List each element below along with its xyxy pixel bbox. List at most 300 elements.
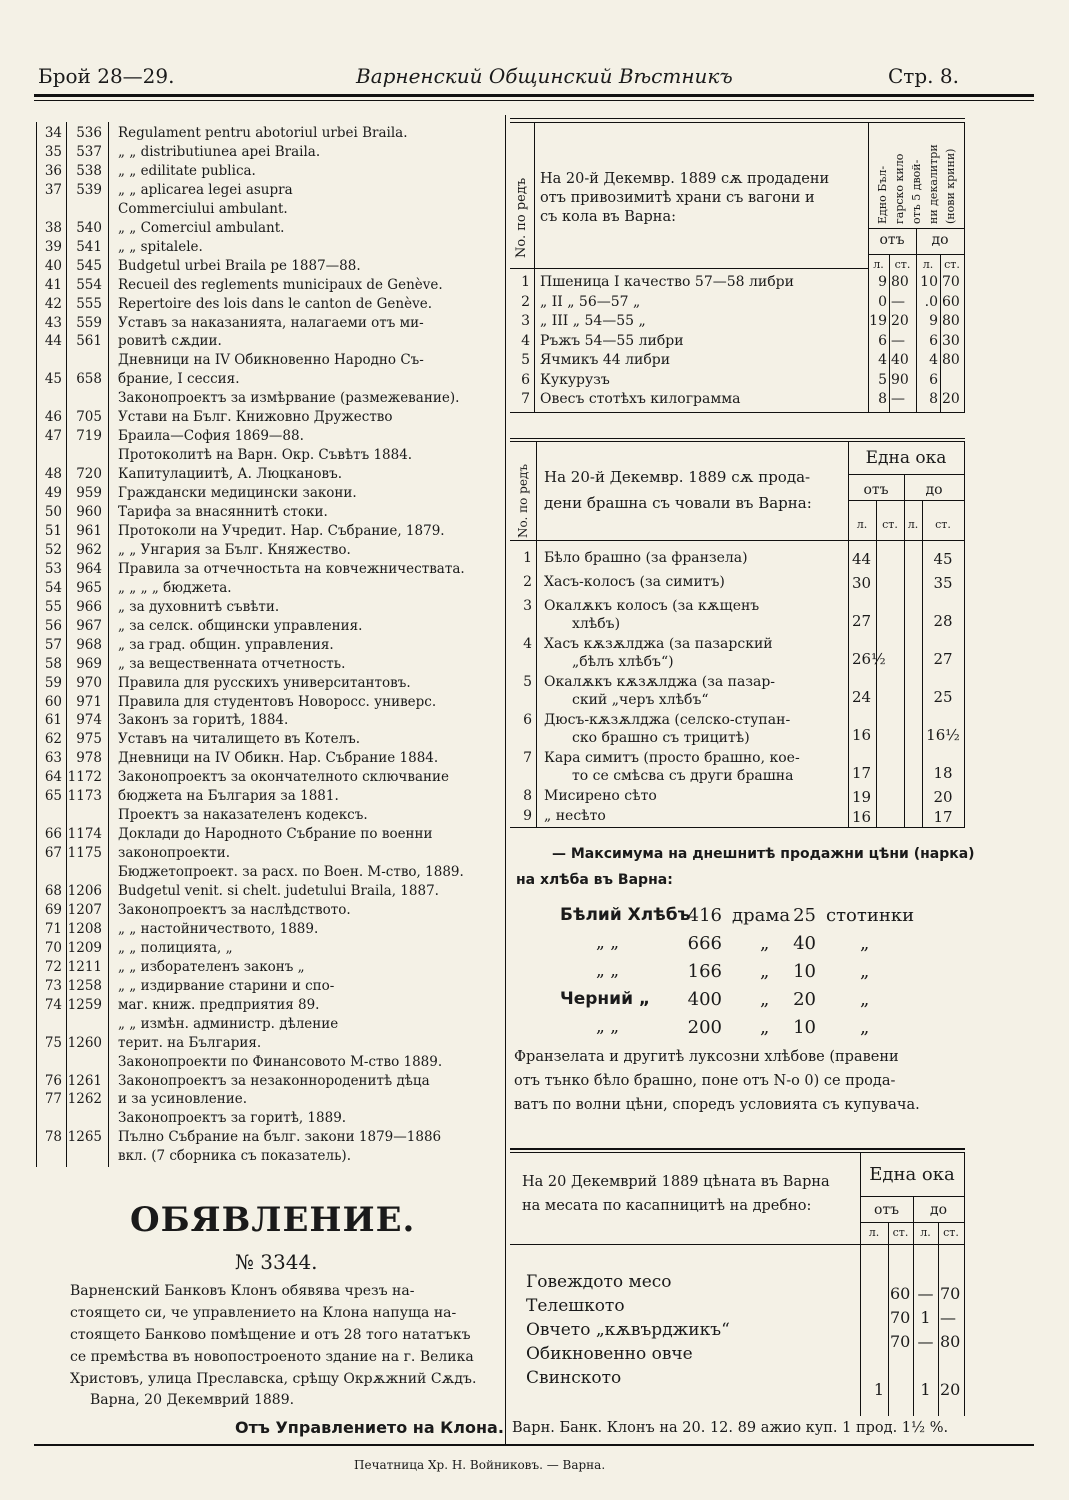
catalog-entry: [38, 1111, 498, 1127]
notice-body: [70, 1280, 500, 1390]
catalog-inventory-number: 1262: [67, 1091, 102, 1108]
catalog-seq-number: 50: [44, 504, 62, 520]
catalog-title: „ „ изборателенъ законъ „: [118, 958, 305, 975]
catalog-title: Бюджетопроект. за расх. по Воен. М-ство, 1889.: [118, 864, 464, 881]
catalog-inventory-number: 978: [76, 750, 102, 767]
catalog-entry: [38, 676, 498, 692]
catalog-title: Протоколи на Учредит. Нар. Събрание, 1879.: [118, 522, 445, 539]
flour-price-to: 28: [933, 612, 953, 630]
bread-note-line: отъ тънко бѣло брашно, поне отъ N-о 0) се прода-: [514, 1073, 896, 1089]
flour-row-number: 5: [523, 674, 532, 690]
column-separator: [505, 115, 506, 1445]
catalog-seq-number: 42: [44, 295, 62, 312]
notice-line: Варненский Банковъ Клонъ обявява чрезъ на-: [70, 1283, 415, 1299]
catalog-seq-number: 54: [44, 579, 62, 596]
flour-price-from: 26½: [852, 650, 886, 668]
catalog-entry: [38, 1092, 498, 1108]
catalog-title: Правила для русскихъ университантовъ.: [118, 674, 411, 691]
catalog-entry: [38, 353, 498, 369]
flour-price-to: 17: [933, 808, 953, 826]
catalog-title: Budgetul venit. si chelt. judetului Braila, 1887.: [118, 883, 439, 899]
catalog-seq-number: 40: [44, 257, 62, 274]
catalog-inventory-number: 965: [76, 579, 102, 596]
catalog-entry: [38, 316, 498, 332]
catalog-title: „ за град. общин. управления.: [118, 636, 334, 653]
catalog-seq-number: 51: [44, 522, 62, 539]
catalog-inventory-number: 966: [76, 598, 102, 615]
flour-row-name: Хасъ кѫзѫлджа (за пазарский: [544, 636, 773, 652]
bread-currency: „: [860, 1017, 870, 1038]
flour-price-to: 18: [933, 764, 953, 782]
catalog-inventory-number: 1261: [67, 1072, 102, 1089]
catalog-seq-number: 57: [44, 636, 62, 653]
catalog-entry: [38, 278, 498, 294]
grain-st-from: ст.: [894, 258, 911, 271]
bread-unit: „: [760, 989, 770, 1010]
catalog-title: „ „ Унгария за Бълг. Княжество.: [118, 541, 351, 558]
grain-price-from-lv: 0: [878, 293, 887, 310]
flour-unit: Една ока: [865, 448, 947, 468]
catalog-seq-number: 70: [44, 939, 62, 956]
grain-row-number: 4: [521, 332, 530, 349]
flour-title-line: дени брашна съ човали въ Варна:: [544, 494, 812, 512]
catalog-inventory-number: 970: [76, 674, 102, 691]
catalog-entry: [38, 581, 498, 597]
catalog-seq-number: 47: [44, 428, 62, 445]
bread-weight: 400: [687, 989, 722, 1010]
catalog-title: Законъ за горитѣ, 1884.: [118, 712, 289, 729]
grain-price-to-lv: .0: [924, 293, 938, 310]
flour-row-number: 1: [523, 550, 532, 566]
catalog-entry: [38, 448, 498, 464]
catalog-entry: [38, 1036, 498, 1052]
catalog-title: брание, I сессия.: [118, 371, 240, 388]
catalog-entry: [38, 827, 498, 843]
grain-row-name: Овесъ стотѣхъ килограмма: [540, 391, 741, 407]
catalog-title: „ „ distributiunea apei Braila.: [118, 143, 321, 160]
catalog-seq-number: 78: [44, 1129, 62, 1146]
catalog-title: законопроекти.: [118, 845, 231, 862]
flour-row-name: Мисирено сѣто: [544, 788, 657, 804]
meat-row-name: Овчето „кѫвърджикъ“: [526, 1320, 730, 1340]
grain-price-to-lv: 6: [929, 332, 938, 349]
catalog-inventory-number: 1211: [67, 958, 102, 975]
meat-price-to-lv: —: [917, 1284, 934, 1303]
meat-to: до: [929, 1202, 948, 1218]
meat-table: [510, 1148, 965, 1418]
bread-price: 10: [793, 1017, 816, 1038]
flour-price-from: 16: [852, 726, 872, 744]
grain-lv-to: л.: [922, 258, 934, 271]
catalog-inventory-number: 537: [76, 143, 102, 160]
catalog-title: Правила для студентовъ Новоросс. универс.: [118, 693, 437, 710]
bread-note-line: ватъ по волни цѣни, споредъ условията съ купувача.: [514, 1097, 920, 1113]
catalog-inventory-number: 540: [76, 219, 102, 236]
grain-row-name: Ръжъ 54—55 либри: [540, 332, 684, 349]
catalog-entry: [38, 789, 498, 805]
catalog-title: „ „ edilitate publica.: [118, 162, 256, 179]
catalog-seq-number: 59: [44, 674, 62, 691]
grain-row-number: 6: [521, 371, 530, 388]
meat-st-from: ст.: [892, 1226, 909, 1239]
catalog-seq-number: 58: [44, 655, 62, 672]
flour-to: до: [925, 482, 943, 498]
catalog-seq-number: 61: [44, 712, 62, 729]
catalog-title: Законопроектъ за наслѣдството.: [118, 901, 351, 918]
catalog-seq-number: 69: [44, 901, 62, 918]
catalog-entry: [38, 183, 498, 199]
flour-row-name: то се смѣсва съ други брашна: [572, 768, 794, 784]
grain-row-name: Ячмикъ 44 либри: [540, 352, 671, 368]
grain-price-to-st: 30: [942, 332, 960, 349]
catalog-inventory-number: 554: [76, 276, 102, 293]
flour-title-line: На 20-й Декемвр. 1889 сѫ прода-: [544, 468, 811, 486]
bread-weight: 666: [687, 933, 722, 954]
flour-row-name: Дюсъ-кѫзѫлджа (селско-ступан-: [544, 712, 791, 728]
grain-price-from-st: —: [891, 391, 905, 407]
catalog-seq-number: 65: [44, 788, 62, 805]
catalog-entry: [38, 657, 498, 673]
catalog-entry: [38, 1074, 498, 1090]
catalog-inventory-number: 538: [76, 162, 102, 179]
catalog-title: Recueil des reglements municipaux de Genève.: [118, 276, 443, 293]
grain-row-number: 1: [521, 274, 530, 290]
catalog-seq-number: 73: [44, 977, 62, 994]
grain-row-number: 2: [521, 293, 530, 310]
flour-price-from: 16: [852, 808, 872, 826]
bread-currency: „: [860, 933, 870, 954]
flour-row-number: 8: [523, 788, 532, 804]
flour-row-name: Бѣло брашно (за франзела): [544, 550, 748, 566]
meat-price-to-lv: 1: [920, 1308, 931, 1327]
catalog-entry: [38, 1017, 498, 1033]
catalog-entry: [38, 1130, 498, 1146]
catalog-seq-number: 46: [44, 409, 62, 426]
catalog-inventory-number: 541: [76, 238, 102, 255]
grain-price-from-lv: 19: [869, 313, 887, 329]
flour-table: [510, 438, 965, 830]
notice-signature: Отъ Управлението на Клона.: [235, 1418, 504, 1437]
grain-table: [510, 118, 965, 416]
catalog-inventory-number: 1173: [67, 788, 102, 805]
notice-line: стоящето Банково помѣщение и отъ 28 того нататъкъ: [70, 1327, 471, 1343]
catalog-entry: [38, 638, 498, 654]
catalog-inventory-number: 969: [76, 655, 102, 672]
meat-price-from-lv: 1: [873, 1380, 884, 1399]
grain-title-line: отъ привозимитѣ храни съ вагони и: [540, 190, 815, 206]
catalog-entry: [38, 998, 498, 1014]
bread-currency: „: [860, 989, 870, 1010]
catalog-seq-number: 41: [44, 276, 62, 293]
catalog-entry: [38, 770, 498, 786]
meat-st-to: ст.: [943, 1226, 959, 1239]
bread-unit: „: [760, 1017, 770, 1038]
grain-unit-line: отъ 5 двой-: [910, 159, 923, 224]
catalog-seq-number: 48: [44, 466, 62, 483]
catalog-entry: [38, 808, 498, 824]
grain-price-from-st: 20: [891, 313, 909, 329]
meat-title: [522, 1170, 830, 1218]
grain-price-from-st: 80: [891, 274, 909, 290]
catalog-title: Правила за отчечностьта на ковчежничествата.: [118, 560, 465, 577]
grain-price-to-lv: 8: [929, 391, 938, 407]
catalog-title: бюджета на България за 1881.: [118, 788, 339, 805]
catalog-entry: [38, 486, 498, 502]
catalog-seq-number: 67: [44, 845, 62, 862]
catalog-entry: [38, 865, 498, 881]
catalog-inventory-number: 1206: [67, 883, 102, 899]
exchange-rate-note: Варн. Банк. Клонъ на 20. 12. 89 ажио куп. 1 прод. 1½ %.: [512, 1420, 949, 1436]
flour-lv-from: л.: [856, 518, 868, 531]
flour-row-number: 9: [523, 808, 532, 824]
catalog-title: ровитѣ сѫдии.: [118, 333, 222, 350]
catalog-seq-number: 36: [44, 162, 62, 179]
catalog-seq-number: 77: [44, 1091, 62, 1108]
header-rule: [34, 94, 1034, 97]
catalog-title: и за усиновление.: [118, 1091, 248, 1108]
catalog-entry: [38, 221, 498, 237]
catalog-title: „ „ aplicarea legei asupra: [118, 181, 293, 198]
flour-price-to: 20: [933, 788, 953, 806]
catalog-inventory-number: 962: [76, 541, 102, 558]
catalog-inventory-number: 1175: [67, 845, 102, 862]
catalog-seq-number: 74: [44, 996, 62, 1013]
catalog-seq-number: 45: [44, 371, 62, 388]
catalog-inventory-number: 555: [76, 295, 102, 312]
catalog-title: Тарифа за внасяннитѣ стоки.: [118, 504, 328, 520]
catalog-title: терит. на България.: [118, 1034, 262, 1051]
bread-price: 20: [793, 989, 816, 1010]
bread-label: Черний „: [560, 989, 651, 1009]
bread-price: 10: [793, 961, 816, 982]
catalog-entry: [38, 410, 498, 426]
bread-unit: „: [760, 961, 770, 982]
catalog-entry: [38, 543, 498, 559]
catalog-title: Браила—София 1869—88.: [118, 428, 304, 445]
catalog-title: Уставъ на читалището въ Котелъ.: [118, 731, 361, 748]
grain-price-to-st: 80: [942, 313, 960, 329]
catalog-title: „ за вещественната отчетность.: [118, 655, 346, 672]
catalog-entry: [38, 1149, 498, 1165]
catalog-title: Протоколитѣ на Варн. Окр. Съвѣтъ 1884.: [118, 447, 413, 464]
notice-line: стоящето си, че управлението на Клона напуща на-: [70, 1305, 457, 1321]
flour-lv-to: л.: [907, 518, 919, 531]
meat-price-to-st: 20: [940, 1380, 961, 1399]
catalog-inventory-number: 968: [76, 636, 102, 653]
bread-intro-1: — Максимума на днешнитѣ продажни цѣни (нарка): [552, 846, 975, 862]
catalog-inventory-number: 959: [76, 485, 102, 502]
flour-row-number: 3: [523, 598, 532, 614]
catalog-title: Законопроекти по Финансовото М-ство 1889.: [118, 1053, 443, 1070]
meat-row-name: Телешкото: [526, 1296, 625, 1316]
catalog-title: Капитулациитѣ, А. Люцкановъ.: [118, 466, 342, 483]
bread-label: „ „: [596, 961, 620, 981]
grain-title: [540, 170, 829, 227]
grain-row-number: 5: [521, 352, 530, 368]
grain-title-line: съ кола въ Варна:: [540, 209, 676, 225]
bread-unit: драма: [732, 905, 791, 926]
catalog-entry: [38, 145, 498, 161]
catalog-entry: [38, 732, 498, 748]
meat-price-to-lv: 1: [920, 1380, 931, 1399]
bread-note-line: Франзелата и другитѣ луксозни хлѣбове (правени: [514, 1049, 899, 1065]
catalog-seq-number: 71: [44, 920, 62, 937]
catalog-title: Repertoire des lois dans le canton de Genève.: [118, 295, 433, 312]
flour-row-name: „ несѣто: [544, 808, 606, 824]
catalog-seq-number: 55: [44, 598, 62, 615]
footer-rule: [34, 1444, 1034, 1446]
catalog-inventory-number: 719: [76, 428, 102, 445]
grain-price-to-lv: 10: [920, 274, 938, 290]
grain-row-name: „ III „ 54—55 „: [540, 313, 646, 329]
catalog-title: вкл. (7 сборника съ показатель).: [118, 1148, 351, 1165]
catalog-entry: [38, 979, 498, 995]
bread-price: 25: [793, 905, 816, 926]
catalog-entry: [38, 884, 498, 900]
catalog-inventory-number: 720: [76, 466, 102, 483]
grain-col-no: No. по редъ: [514, 177, 529, 258]
catalog-seq-number: 63: [44, 750, 62, 767]
catalog-title: „ „ измѣн. администр. дѣление: [118, 1015, 339, 1032]
notice-line: се премѣства въ новопостроеното здание на г. Велика: [70, 1349, 474, 1365]
catalog-inventory-number: 971: [76, 693, 102, 710]
issue-number: Брой 28—29.: [38, 64, 175, 88]
grain-row-number: 7: [521, 391, 530, 407]
catalog-seq-number: 37: [44, 181, 62, 198]
catalog-inventory-number: 1174: [67, 826, 102, 843]
catalog-seq-number: 72: [44, 958, 62, 975]
catalog-inventory-number: 536: [76, 125, 102, 141]
meat-price-to-st: 80: [940, 1332, 961, 1351]
grain-price-from-lv: 9: [878, 274, 887, 290]
catalog-entry: [38, 297, 498, 313]
page-number: Стр. 8.: [888, 64, 959, 88]
catalog-title: Проектъ за наказателенъ кодексъ.: [118, 807, 368, 824]
newspaper-title: Варненский Общинский Вѣстникъ: [356, 64, 733, 88]
flour-row-name: „бѣлъ хлѣбъ“): [572, 654, 674, 670]
grain-price-from-st: 40: [891, 352, 909, 368]
catalog-entry: [38, 202, 498, 218]
catalog-entry: [38, 259, 498, 275]
grain-price-to-lv: 4: [929, 352, 938, 368]
catalog-inventory-number: 545: [76, 257, 102, 274]
catalog-inventory-number: 975: [76, 731, 102, 748]
catalog-inventory-number: 960: [76, 504, 102, 520]
catalog-entry: [38, 941, 498, 957]
grain-unit-line: (нови крини): [944, 148, 957, 224]
bread-weight: 200: [687, 1017, 722, 1038]
catalog-inventory-number: 1208: [67, 920, 102, 937]
bread-label: Бѣлий Хлѣбъ: [560, 905, 691, 925]
grain-price-from-lv: 4: [878, 352, 887, 368]
grain-price-to-st: 60: [942, 293, 960, 310]
catalog-title: „ „ настойничеството, 1889.: [118, 920, 319, 937]
catalog-entry: [38, 922, 498, 938]
bread-price: 40: [793, 933, 816, 954]
catalog-inventory-number: 967: [76, 617, 102, 634]
grain-price-to-st: 20: [942, 391, 960, 407]
notice-number: № 3344.: [235, 1250, 318, 1274]
bread-currency: стотинки: [826, 905, 915, 926]
flour-price-from: 17: [852, 764, 872, 782]
catalog-seq-number: 60: [44, 693, 62, 710]
catalog-inventory-number: 1209: [67, 939, 102, 956]
meat-unit: Една ока: [869, 1164, 955, 1185]
catalog-title: Дневници на IV Обикновенно Народно Съ-: [118, 352, 424, 369]
catalog-title: Уставъ за наказанията, налагаеми отъ ми-: [118, 314, 424, 331]
flour-from: отъ: [863, 482, 889, 498]
notice-title: ОБЯВЛЕНИЕ.: [130, 1200, 416, 1240]
catalog-inventory-number: 1260: [67, 1034, 102, 1051]
flour-st-to: ст.: [935, 518, 951, 531]
meat-row-name: Обикновенно овче: [526, 1344, 693, 1364]
grain-to: до: [931, 232, 949, 248]
flour-price-from: 27: [852, 612, 872, 630]
catalog-title: „ „ „ „ бюджета.: [118, 579, 232, 596]
meat-title-line: На 20 Декемврий 1889 цѣната въ Варна: [522, 1174, 830, 1190]
bread-weight: 416: [687, 905, 722, 926]
catalog-title: Пълно Събрание на бълг. закони 1879—1886: [118, 1129, 442, 1146]
grain-price-from-lv: 8: [878, 391, 887, 407]
grain-st-to: ст.: [944, 258, 960, 271]
catalog-entry: [38, 846, 498, 862]
catalog-inventory-number: 705: [76, 409, 102, 426]
flour-price-to: 27: [933, 650, 953, 668]
flour-row-number: 7: [523, 750, 532, 766]
flour-price-to: 25: [933, 688, 953, 706]
bread-label: „ „: [596, 933, 620, 953]
flour-row-number: 2: [523, 574, 532, 590]
catalog-title: Regulament pentru abotoriul urbei Braila.: [118, 125, 408, 141]
flour-row-name: ский „черъ хлѣбъ“: [572, 692, 709, 708]
catalog-title: Commerciului ambulant.: [118, 200, 288, 217]
meat-row-name: Говеждото месо: [526, 1272, 672, 1292]
catalog-entry: [38, 600, 498, 616]
catalog-entry: [38, 391, 498, 407]
catalog-title: Устави на Бълг. Книжовно Дружество: [118, 409, 393, 426]
catalog-inventory-number: 559: [76, 314, 102, 331]
catalog-entry: [38, 467, 498, 483]
catalog-title: Граждански медицински закони.: [118, 485, 357, 502]
catalog-title: Budgetul urbei Braila pe 1887—88.: [118, 257, 361, 274]
meat-price-from-st: 70: [890, 1332, 911, 1351]
meat-lv-to: л.: [920, 1226, 931, 1239]
flour-row-name: хлѣбъ): [572, 616, 621, 632]
catalog-inventory-number: 1265: [67, 1129, 102, 1146]
catalog-title: Законопроектъ за незаконнороденитѣ дѣца: [118, 1072, 430, 1089]
flour-row-name: Окалѫкъ кѫзѫлджа (за пазар-: [544, 674, 776, 690]
flour-row-number: 6: [523, 712, 532, 728]
catalog-seq-number: 53: [44, 560, 62, 577]
catalog-title: Законопроектъ за горитѣ, 1889.: [118, 1110, 347, 1127]
catalog-entry: [38, 505, 498, 521]
flour-st-from: ст.: [882, 518, 898, 531]
grain-price-to-lv: 9: [929, 313, 938, 329]
catalog-title: Законопроектъ за измѣрвание (размежевание).: [118, 390, 460, 407]
grain-price-from-lv: 6: [878, 332, 887, 349]
flour-col-no: No. по редъ: [516, 464, 530, 538]
catalog-title: Доклади до Народното Събрание по военни: [118, 826, 433, 843]
catalog-inventory-number: 964: [76, 560, 102, 577]
grain-price-from-st: 90: [891, 371, 909, 388]
printer-imprint: Печатница Хр. Н. Войниковъ. — Варна.: [354, 1458, 606, 1472]
catalog-seq-number: 49: [44, 485, 62, 502]
flour-row-name: ско брашно съ трицитѣ): [572, 730, 750, 746]
catalog-inventory-number: 1259: [67, 996, 102, 1013]
flour-price-from: 30: [852, 574, 872, 592]
grain-price-to-st: 80: [942, 352, 960, 368]
catalog-entry: [38, 164, 498, 180]
